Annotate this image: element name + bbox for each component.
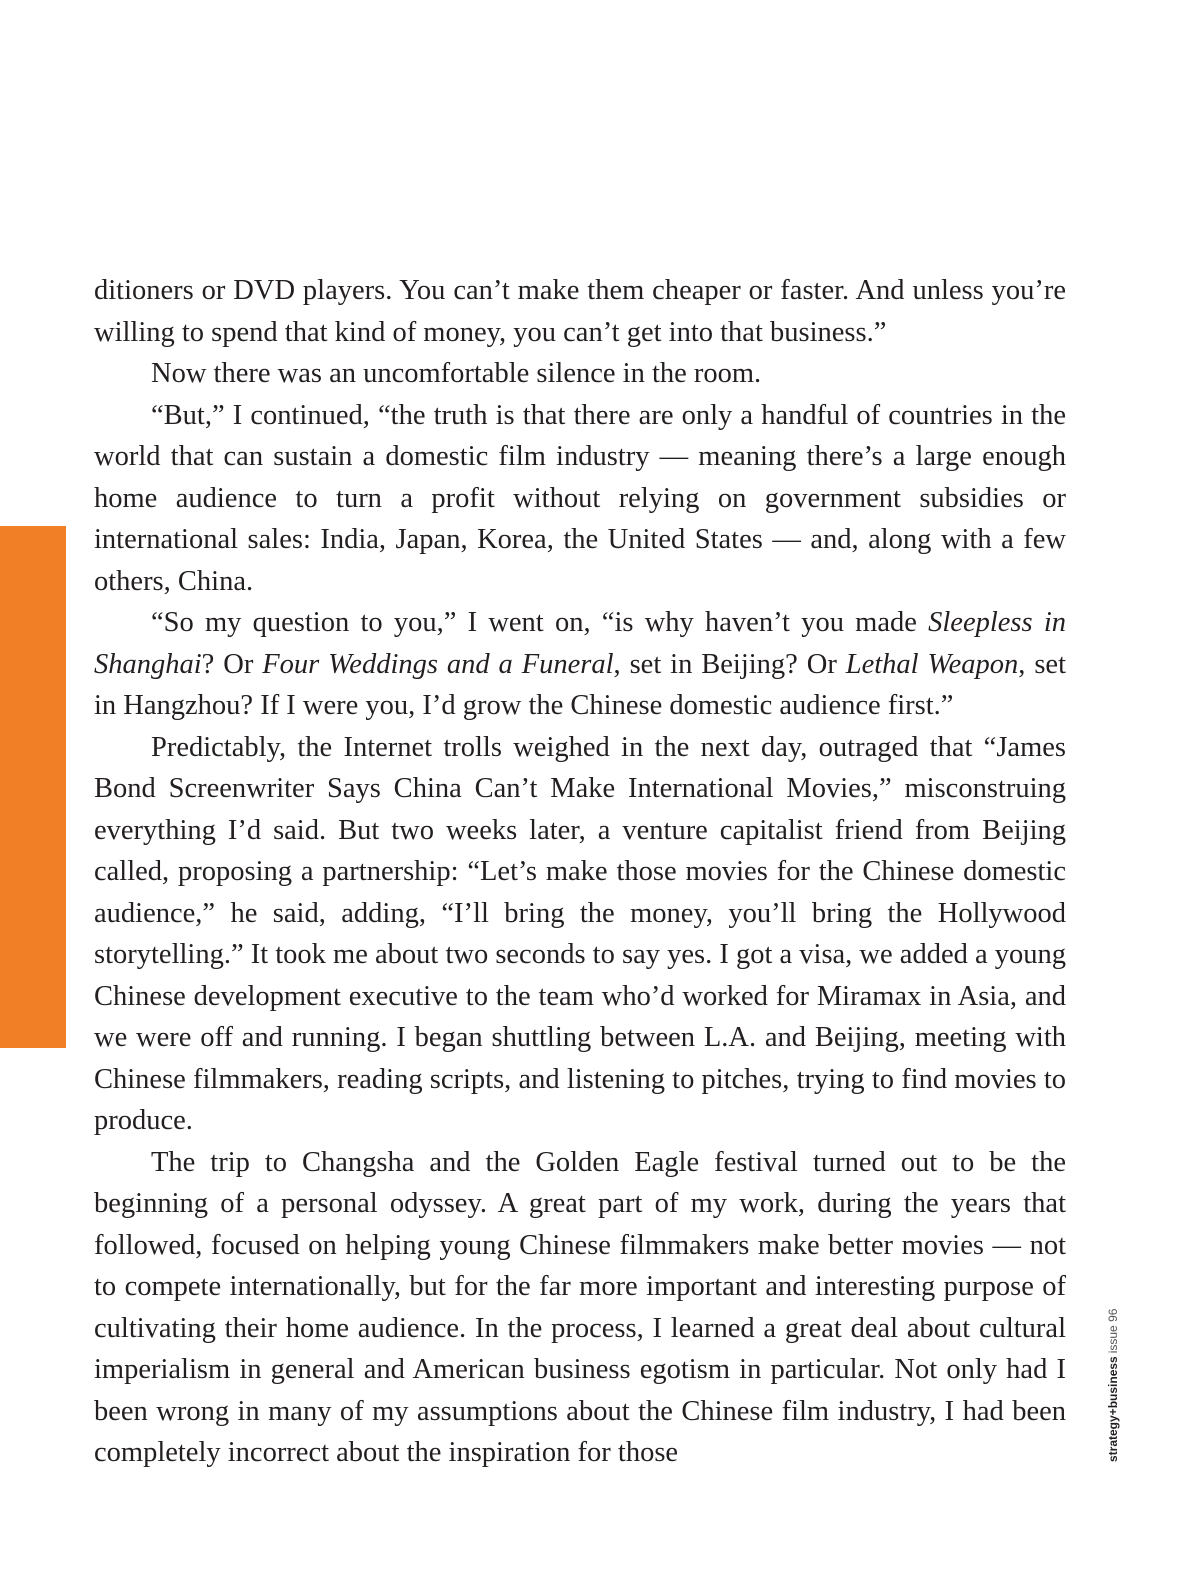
section-side-tab (0, 526, 66, 1541)
paragraph-6: The trip to Changsha and the Golden Eagle festival turned out to be the beginning of a personal odyssey. A great part of my work, during the years that followed, focused on helping young Chinese filmmakers make better movies — not to compete internationally, but for the far more important and interesting purpose of cultivating their home audience. In the process, I learned a great deal about cultural imperialism in general and American business egotism in particular. Not only had I been wrong in many of my assumptions about the Chinese film industry, I had been completely incorrect about the inspiration for those (94, 1146, 1066, 1468)
film-title-lethal-weapon: Lethal Weapon (845, 648, 1019, 680)
article-body (94, 270, 1066, 1474)
film-title-four-weddings: Four Weddings and a Funeral (262, 648, 614, 680)
paragraph-4-text-a: “So my question to you,” I went on, “is why haven’t you made (151, 607, 929, 638)
paragraph-4 (94, 602, 1066, 727)
issue-number: issue 96 (1106, 1308, 1120, 1354)
paragraph-4-text-e: , set in Beijing? Or (613, 648, 846, 680)
page-number: 122 (19, 1524, 47, 1541)
paragraph-3: “But,” I continued, “the truth is that there are only a handful of countries in the world that can sustain a domestic film industry — meaning there’s a large enough home audience to turn a profit without relying on government subsidies or international sales: India, Japan, Korea, the United States — and, along with a few others, China. (94, 399, 1066, 597)
paragraph-4-text-c: ? Or (201, 648, 263, 680)
issue-footer (1106, 1309, 1120, 1462)
paragraph-1: ditioners or DVD players. You can’t make them cheaper or faster. And unless you’re willing to spend that kind of money, you can’t get into that business.” (94, 275, 1066, 348)
paragraph-4-text-g: , set in Hangzhou? If I were you, I’d grow the Chinese domestic audience first.” (94, 648, 1067, 721)
paragraph-2: Now there was an uncomfortable silence in the room. (151, 358, 762, 389)
publication-name: strategy+business (1106, 1356, 1120, 1462)
section-separator: | (22, 1171, 44, 1178)
paragraph-5: Predictably, the Internet trolls weighed in the next day, outraged that “James Bond Screenwriter Says China Can’t Make International Movies,” misconstruing everything I’d said. But two weeks later, a venture capitalist friend from Beijing called, proposing a partnership: “Let’s make those movies for the Chinese domestic audience,” he said, adding, “I’ll bring the money, you’ll bring the Hollywood storytelling.” It took me about two seconds to say yes. I got a visa, we added a young Chinese development executive to the team who’d worked for Miramax in Asia, and we were off and running. I began shuttling between L.A. and Beijing, meeting with Chinese filmmakers, reading scripts, and listening to pitches, trying to find movies to produce. (94, 731, 1066, 1136)
section-label-feature: feature (22, 1102, 44, 1168)
section-label-topic: tech & innovation (22, 1181, 44, 1358)
film-title-sleepless: Sleepless in Shanghai (94, 607, 1066, 680)
section-label (21, 1102, 45, 1382)
